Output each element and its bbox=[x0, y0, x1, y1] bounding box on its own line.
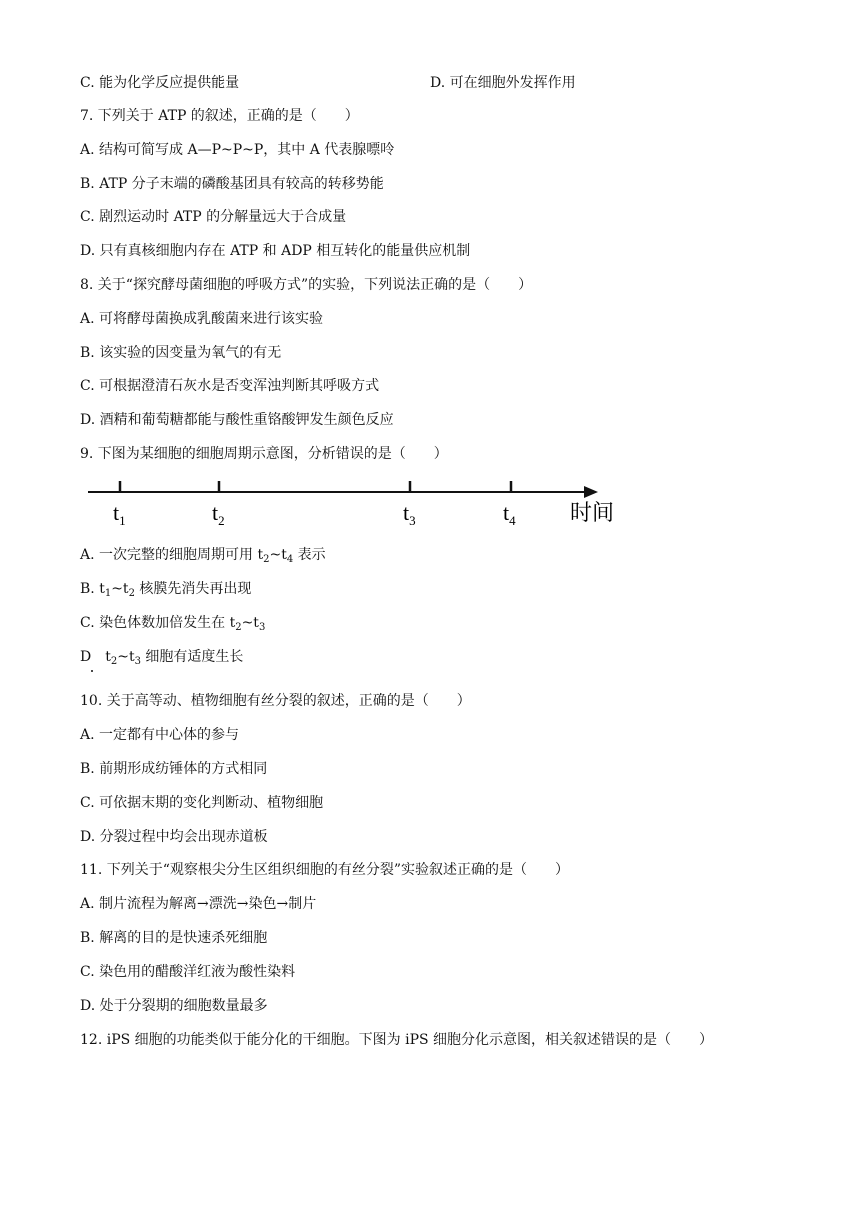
q9-option-c: C. 染色体数加倍发生在 $t_2\sim t_3$ bbox=[80, 615, 266, 633]
stray-dot-mark bbox=[91, 670, 93, 672]
q8-stem: 8. 关于“探究酵母菌细胞的呼吸方式”的实验，下列说法正确的是（ ） bbox=[80, 277, 533, 293]
q11-option-d: D. 处于分裂期的细胞数量最多 bbox=[80, 998, 268, 1014]
q10-option-d: D. 分裂过程中均会出现赤道板 bbox=[80, 829, 268, 845]
tick-label-t2: $t_2$ bbox=[212, 500, 225, 528]
q8-option-b: B. 该实验的因变量为氧气的有无 bbox=[80, 345, 282, 361]
q6-option-c: C. 能为化学反应提供能量 bbox=[80, 75, 240, 91]
q12-stem: 12. iPS 细胞的功能类似于能分化的干细胞。下图为 iPS 细胞分化示意图，相关叙述错误的是（ ） bbox=[80, 1032, 714, 1048]
q7-option-c: C. 剧烈运动时 ATP 的分解量远大于合成量 bbox=[80, 209, 347, 225]
q8-option-d: D. 酒精和葡萄糖都能与酸性重铬酸钾发生颜色反应 bbox=[80, 412, 394, 428]
cell-cycle-timeline-diagram bbox=[0, 475, 860, 535]
q7-option-d: D. 只有真核细胞内存在 ATP 和 ADP 相互转化的能量供应机制 bbox=[80, 243, 471, 259]
q7-option-a: A. 结构可简写成 A—P~P~P，其中 A 代表腺嘌呤 bbox=[80, 142, 395, 158]
q7-stem: 7. 下列关于 ATP 的叙述，正确的是（ ） bbox=[80, 108, 359, 124]
q11-option-c: C. 染色用的醋酸洋红液为酸性染料 bbox=[80, 964, 296, 980]
tick-label-t3: $t_3$ bbox=[403, 500, 416, 528]
q11-option-b: B. 解离的目的是快速杀死细胞 bbox=[80, 930, 268, 946]
q10-option-a: A. 一定都有中心体的参与 bbox=[80, 727, 240, 743]
q9-stem: 9. 下图为某细胞的细胞周期示意图，分析错误的是（ ） bbox=[80, 446, 448, 462]
q9-option-d: D $t_2\sim t_3$ 细胞有适度生长 bbox=[80, 649, 244, 667]
timeline-arrowhead bbox=[584, 486, 598, 498]
q8-option-a: A. 可将酵母菌换成乳酸菌来进行该实验 bbox=[80, 311, 324, 327]
axis-label-time: 时间 bbox=[570, 500, 615, 525]
q10-stem: 10. 关于高等动、植物细胞有丝分裂的叙述，正确的是（ ） bbox=[80, 693, 471, 709]
q6-option-d: D. 可在细胞外发挥作用 bbox=[430, 75, 576, 91]
q7-option-b: B. ATP 分子末端的磷酸基团具有较高的转移势能 bbox=[80, 176, 384, 192]
tick-label-t1: $t_1$ bbox=[113, 500, 126, 528]
q8-option-c: C. 可根据澄清石灰水是否变浑浊判断其呼吸方式 bbox=[80, 378, 380, 394]
q10-option-c: C. 可依据末期的变化判断动、植物细胞 bbox=[80, 795, 324, 811]
q11-option-a: A. 制片流程为解离→漂洗→染色→制片 bbox=[80, 896, 317, 912]
q10-option-b: B. 前期形成纺锤体的方式相同 bbox=[80, 761, 268, 777]
q9-option-a: A. 一次完整的细胞周期可用 $t_2\sim t_4$ 表示 bbox=[80, 547, 326, 565]
q11-stem: 11. 下列关于“观察根尖分生区组织细胞的有丝分裂”实验叙述正确的是（ ） bbox=[80, 862, 570, 878]
q9-option-b: B. $t_1\sim t_2$ 核膜先消失再出现 bbox=[80, 581, 252, 599]
tick-label-t4: $t_4$ bbox=[503, 500, 516, 528]
